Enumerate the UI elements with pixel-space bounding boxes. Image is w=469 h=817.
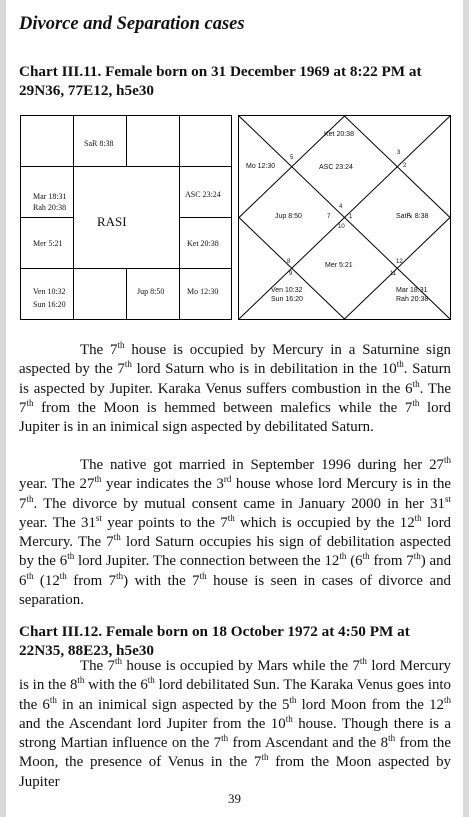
chart-heading-1: Chart III.11. Female born on 31 December 1969 at 8:22 PM at 29N36, 77E12, h5e30 bbox=[19, 63, 422, 99]
house-number: 1 bbox=[349, 214, 353, 220]
grid-line bbox=[73, 116, 74, 319]
page-number: 39 bbox=[228, 791, 241, 806]
house-number: 12 bbox=[396, 259, 403, 265]
rasi-chart-south bbox=[20, 115, 232, 320]
grid-line bbox=[179, 116, 180, 319]
house-number: 2 bbox=[403, 163, 407, 169]
north-jupiter: Jup 8:50 bbox=[275, 213, 302, 220]
house-number: 10 bbox=[338, 224, 345, 230]
north-ascendant: ASC 23:24 bbox=[319, 164, 353, 171]
cell-mercury: Mer 5:21 bbox=[33, 239, 63, 248]
north-mars: Mar 18:31 bbox=[396, 287, 428, 294]
house-number: 3 bbox=[397, 150, 401, 156]
grid-line bbox=[126, 268, 127, 319]
north-saturn: Sat℞ 8:38 bbox=[396, 213, 429, 220]
grid-line bbox=[21, 217, 73, 218]
cell-saturn: SaR 8:38 bbox=[84, 139, 114, 148]
grid-line bbox=[21, 166, 231, 167]
cell-ascendant: ASC 23:24 bbox=[185, 190, 221, 199]
north-ketu: Ket 20:38 bbox=[324, 131, 354, 138]
cell-ketu: Ket 20:38 bbox=[187, 239, 219, 248]
house-number: 5 bbox=[290, 155, 294, 161]
chart-heading-2: Chart III.12. Female born on 18 October 1972 at 4:50 PM at 22N35, 88E23, h5e30 bbox=[19, 623, 410, 659]
cell-mars: Mar 18:31 bbox=[33, 192, 67, 201]
cell-moon: Mo 12:30 bbox=[187, 287, 219, 296]
north-sun: Sun 16:20 bbox=[271, 296, 303, 303]
north-moon: Mo 12:30 bbox=[246, 163, 276, 170]
north-venus: Ven 10:32 bbox=[271, 287, 303, 294]
house-number: 11 bbox=[390, 271, 397, 277]
house-number: 4 bbox=[339, 204, 343, 210]
rasi-label: RASI bbox=[97, 214, 127, 229]
north-rahu: Rah 20:38 bbox=[396, 296, 429, 303]
grid-line bbox=[179, 217, 231, 218]
page-edge-left bbox=[0, 0, 6, 817]
house-number: 9 bbox=[289, 271, 293, 277]
cell-sun: Sun 16:20 bbox=[33, 300, 66, 309]
house-number: 8 bbox=[287, 259, 291, 265]
cell-venus: Ven 10:32 bbox=[33, 287, 66, 296]
page-edge-right bbox=[463, 0, 469, 817]
paragraph-1: The 7th house is occupied by Mercury in a Saturnine sign aspected by the 7th lord Saturn who is in debilitation in the 10th. Saturn is aspected by Jupiter. Karaka Venus suffers combustion in the 6th. The 7th from the Moon is hemmed between malefics while the 7th lord Jupiter is in an inimical sign aspected by debilitated Saturn. bbox=[19, 340, 451, 436]
north-mercury: Mer 5:21 bbox=[325, 262, 353, 269]
paragraph-2: The native got married in September 1996 during her 27th year. The 27th year indicates the 3rd house whose lord Mercury is in the 7th. The divorce by mutual consent came in January 2000 in her 31st year. The 31st year points to the 7th which is occupied by the 12th lord Mercury. The 7th lord Saturn occupies his sign of debilitation aspected by the 6th lord Jupiter. The connection between the 12th (6th from 7th) and 6th (12th from 7th) with the 7th house is seen in cases of divorce and separation. bbox=[19, 455, 452, 609]
house-number: 7 bbox=[327, 214, 331, 220]
paragraph-3: The 7th house is occupied by Mars while the 7th lord Mercury is in the 8th with the 6th lord debilitated Sun. The Karaka Venus goes into the 6th in an inimical sign aspected by the 5th lord Moon from the 12th and the Ascendant lord Jupiter from the 10th house. Though there is a strong Martian influence on the 7th from Ascendant and the 8th from the Moon, the presence of Venus in the 7th from the Moon aspected by Jupiter bbox=[19, 656, 452, 790]
section-title: Divorce and Separation cases bbox=[19, 14, 245, 34]
rasi-chart-north bbox=[238, 115, 451, 320]
cell-rahu: Rah 20:38 bbox=[33, 203, 67, 212]
cell-jupiter: Jup 8:50 bbox=[137, 287, 165, 296]
grid-line bbox=[126, 116, 127, 166]
